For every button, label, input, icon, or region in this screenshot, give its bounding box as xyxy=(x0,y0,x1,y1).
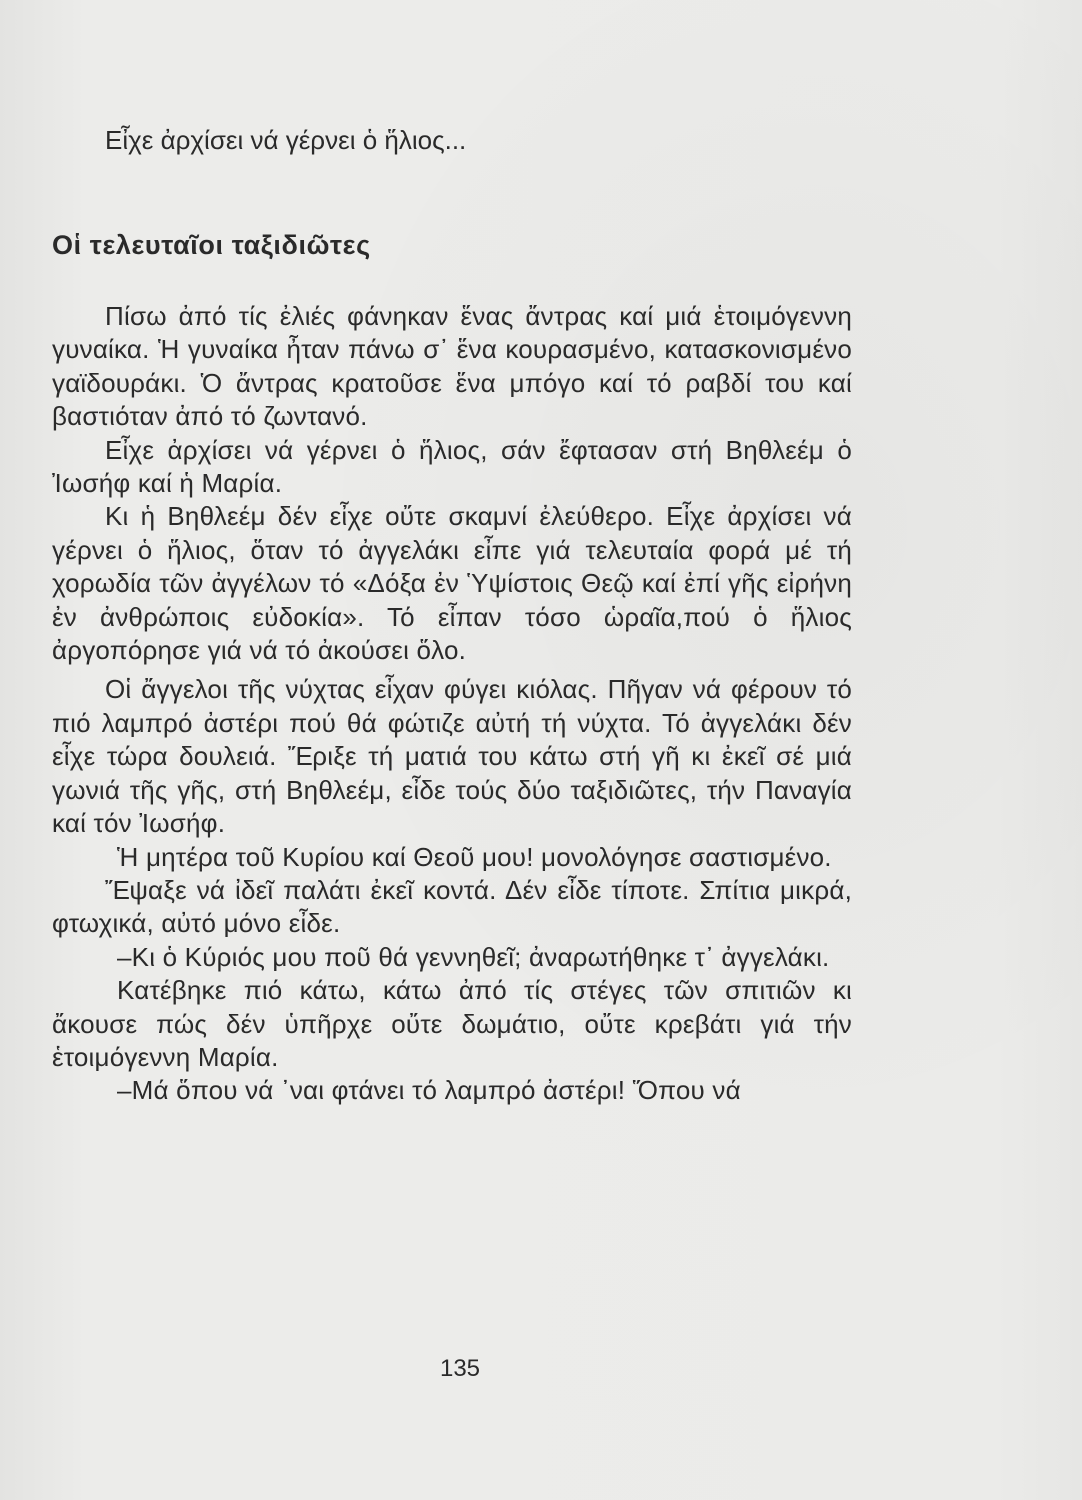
paragraph: Πίσω ἀπό τίς ἐλιές φάνηκαν ἕνας ἄντρας καί μιά ἑτοιμόγεννη γυναίκα. Ἡ γυναίκα ἦταν πάνω σ᾿ ἕνα κουρασμένο, κατασκονισμένο γαϊδουράκι. Ὁ ἄντρας κρατοῦσε ἕνα μπόγο καί τό ραβδί του καί βαστιόταν ἀπό τό ζωντανό. xyxy=(52,301,852,432)
paragraph: Κατέβηκε πιό κάτω, κάτω ἀπό τίς στέγες τῶν σπιτιῶν κι ἄκουσε πώς δέν ὑπῆρχε οὔτε δωμάτιο, οὔτε κρεβάτι γιά τήν ἑτοιμόγεννη Μαρία. xyxy=(52,975,852,1072)
paragraph: Κι ἡ Βηθλεέμ δέν εἶχε οὔτε σκαμνί ἐλεύθερο. Εἶχε ἀρχίσει νά γέρνει ὁ ἥλιος, ὅταν τό ἀγγελάκι εἶπε γιά τελευταία φορά μέ τή χορωδία τῶν ἀγγέλων τό «Δόξα ἐν Ὑψίστοις Θεῷ καί ἐπί γῆς εἰρήνη ἐν ἀνθρώποις εὐδοκία». Τό εἶπαν τόσο ὡραῖα,πού ὁ ἥλιος ἀργοπόρησε γιά νά τό ἀκούσει ὅλο. xyxy=(52,501,852,666)
paragraph: Ἔψαξε νά ἰδεῖ παλάτι ἐκεῖ κοντά. Δέν εἶδε τίποτε. Σπίτια μικρά, φτωχικά, αὐτό μόνο εἶδε. xyxy=(52,874,852,939)
page-number: 135 xyxy=(439,1355,481,1382)
paragraph: Ἡ μητέρα τοῦ Κυρίου καί Θεοῦ μου! μονολόγησε σαστισμένο. xyxy=(117,841,832,872)
body-text xyxy=(52,300,852,1108)
intro-line: Εἶχε ἀρχίσει νά γέρνει ὁ ἥλιος... xyxy=(105,125,467,155)
paragraph: –Κι ὁ Κύριός μου ποῦ θά γεννηθεῖ; ἀναρωτήθηκε τ᾿ ἀγγελάκι. xyxy=(117,941,830,972)
paragraph: Εἶχε ἀρχίσει νά γέρνει ὁ ἥλιος, σάν ἔφτασαν στή Βηθλεέμ ὁ Ἰωσήφ καί ἡ Μαρία. xyxy=(52,434,852,499)
section-title: Οἱ τελευταῖοι ταξιδιῶτες xyxy=(52,230,371,260)
paragraph: –Μά ὅπου νά ᾿ναι φτάνει τό λαμπρό ἀστέρι! Ὅπου νά xyxy=(117,1075,741,1106)
paragraph: Οἱ ἄγγελοι τῆς νύχτας εἶχαν φύγει κιόλας. Πῆγαν νά φέρουν τό πιό λαμπρό ἀστέρι πού θά φώτιζε αὐτή τή νύχτα. Τό ἀγγελάκι δέν εἶχε τώρα δουλειά. Ἔριξε τή ματιά του κάτω στή γῆ κι ἐκεῖ σέ μιά γωνιά τῆς γῆς, στή Βηθλεέμ, εἶδε τούς δύο ταξιδιῶτες, τήν Παναγία καί τόν Ἰωσήφ. xyxy=(52,674,852,839)
